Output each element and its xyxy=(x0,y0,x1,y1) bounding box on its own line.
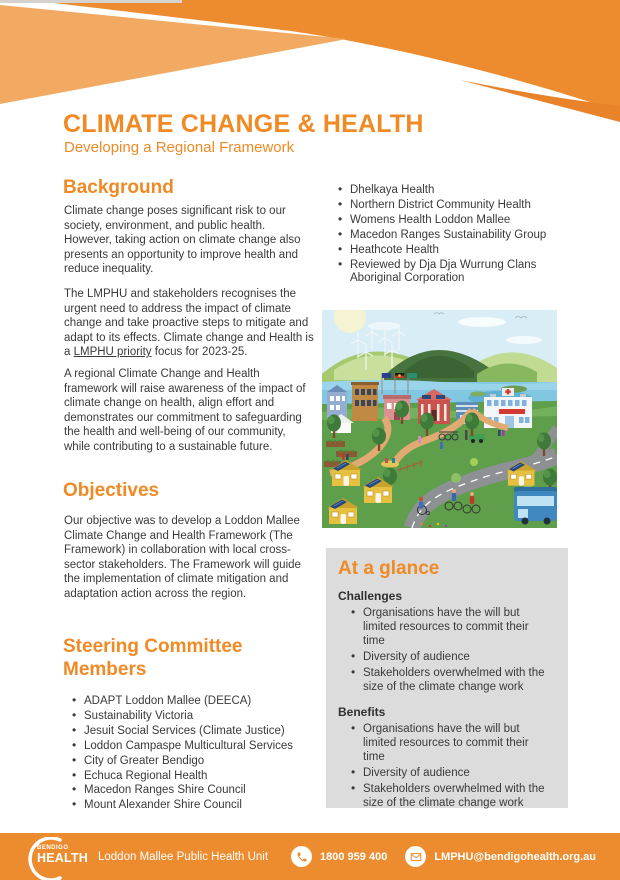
list-item: • Heathcote Health xyxy=(337,244,565,258)
section-heading-steering-committee: Steering Committee Members xyxy=(63,636,243,680)
phone-contact xyxy=(291,846,387,867)
phone-icon xyxy=(291,846,312,867)
background-paragraph-3: A regional Climate Change and Health framework will raise awareness of the impact of climate change on health, align effort and demonstrates our commitment to safeguarding the health and well-being of our community, while contributing to a sustainable future. xyxy=(64,368,306,453)
list-item: • Loddon Campaspe Multicultural Services xyxy=(71,740,316,754)
footer-bar xyxy=(0,833,620,880)
at-a-glance-heading: At a glance xyxy=(338,558,440,579)
list-item: • Womens Health Loddon Mallee xyxy=(337,214,565,228)
list-item: • Macedon Ranges Shire Council xyxy=(71,784,316,798)
community-illustration xyxy=(322,310,557,528)
challenges-list xyxy=(350,607,546,694)
steering-members-list-right xyxy=(337,184,565,287)
phone-number: 1800 959 400 xyxy=(320,850,388,863)
unit-name: Loddon Mallee Public Health Unit xyxy=(98,850,269,863)
challenges-label: Challenges xyxy=(338,589,403,603)
list-item: • Sustainability Victoria xyxy=(71,710,316,724)
background-paragraph-2 xyxy=(64,287,314,360)
paragraph-text: focus for 2023-25. xyxy=(151,346,248,359)
list-item: • Stakeholders overwhelmed with the size of the climate change work xyxy=(350,783,546,811)
lmphu-priority-link[interactable]: LMPHU priority xyxy=(73,346,152,359)
list-item: • Dhelkaya Health xyxy=(337,184,565,198)
bendigo-health-logo xyxy=(24,835,94,879)
page-title: CLIMATE CHANGE & HEALTH xyxy=(63,110,424,138)
list-item: • Jesuit Social Services (Climate Justice) xyxy=(71,725,316,739)
list-item: • City of Greater Bendigo xyxy=(71,755,316,769)
paragraph-text: The LMPHU and stakeholders recognises the urgent need to address the impact of climate change and take proactive steps to mitigate and adapt to its effects. Climate change and Health is a xyxy=(64,288,314,359)
steering-members-list-left xyxy=(71,695,316,814)
logo-text-bendigo: BENDIGO xyxy=(37,844,69,851)
email-address: LMPHU@bendigohealth.org.au xyxy=(434,850,596,863)
list-item: • Macedon Ranges Sustainability Group xyxy=(337,229,565,243)
list-item: • Stakeholders overwhelmed with the size of the climate change work xyxy=(350,667,546,695)
email-icon xyxy=(405,846,426,867)
list-item: • ADAPT Loddon Mallee (DEECA) xyxy=(71,695,316,709)
section-heading-background: Background xyxy=(63,177,174,198)
list-item: • Diversity of audience xyxy=(350,651,546,665)
list-item: • Organisations have the will but limited resources to commit their time xyxy=(350,607,546,649)
list-item: • Diversity of audience xyxy=(350,767,546,781)
page-subtitle: Developing a Regional Framework xyxy=(64,139,295,156)
section-heading-objectives: Objectives xyxy=(63,480,160,501)
list-item: • Reviewed by Dja Dja Wurrung Clans Aboriginal Corporation xyxy=(337,259,565,287)
list-item: • Mount Alexander Shire Council xyxy=(71,799,316,813)
list-item: • Northern District Community Health xyxy=(337,199,565,213)
background-paragraph-1: Climate change poses significant risk to our society, environment, and public health. However, taking action on climate change also presents an opportunity to improve health and reduce inequality. xyxy=(64,205,301,276)
at-a-glance-box xyxy=(326,548,568,808)
benefits-label: Benefits xyxy=(338,705,386,720)
list-item: • Organisations have the will but limited resources to commit their time xyxy=(350,723,546,765)
benefits-list xyxy=(350,723,546,810)
email-contact xyxy=(405,846,596,867)
list-item: • Echuca Regional Health xyxy=(71,770,316,784)
header-wave-graphic xyxy=(0,0,620,128)
objectives-paragraph: Our objective was to develop a Loddon Mallee Climate Change and Health Framework (The Framework) in collaboration with local cross-sector stakeholders. The Framework will guide the implementation of climate mitigation and adaptation action across the region. xyxy=(64,515,301,600)
logo-text-health: HEALTH xyxy=(37,850,88,865)
